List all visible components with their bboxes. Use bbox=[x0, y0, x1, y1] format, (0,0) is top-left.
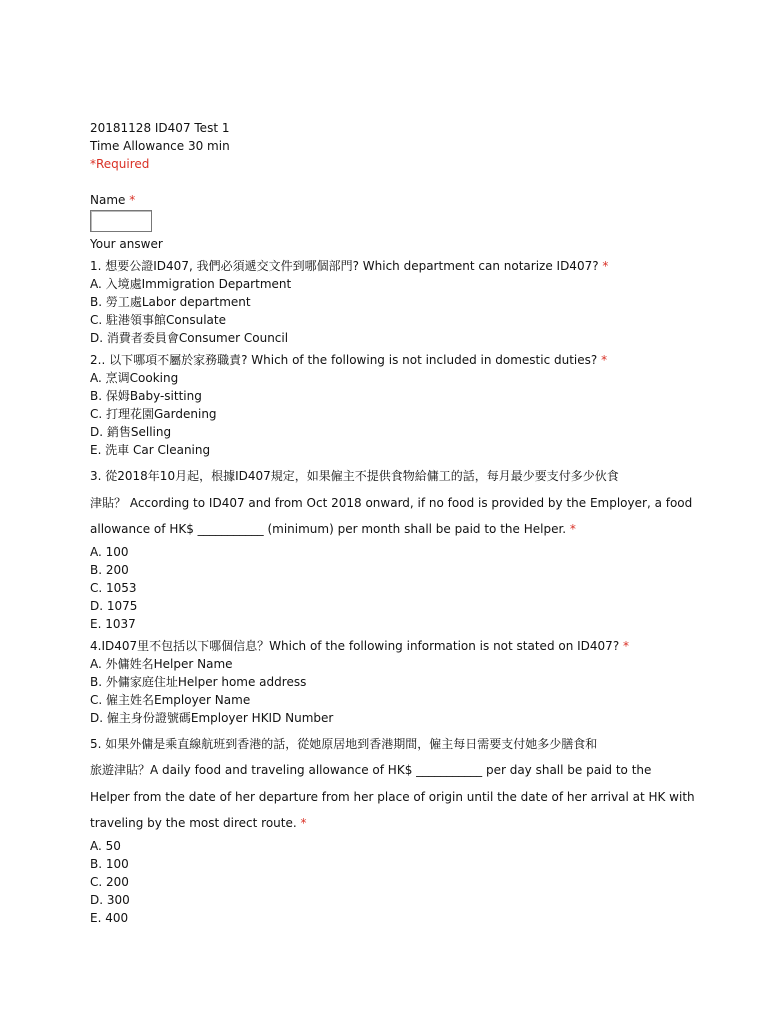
required-asterisk: * bbox=[125, 193, 136, 207]
answer-option[interactable]: B. 外傭家庭住址Helper home address bbox=[90, 674, 307, 689]
answer-option[interactable]: A. 烹调Cooking bbox=[90, 371, 179, 385]
answer-option[interactable]: C. 打理花園Gardening bbox=[90, 407, 217, 421]
answer-option[interactable]: E. 400 bbox=[90, 910, 129, 925]
question-stem: 旅遊津貼？A daily food and traveling allowance of HK$ ___________ per day shall be paid to the bbox=[90, 763, 652, 777]
required-asterisk: * bbox=[597, 353, 608, 367]
question-stem: 1. 想要公證ID407, 我們必須遞交文件到哪個部門? Which department can notarize ID407? bbox=[90, 259, 599, 273]
answer-option[interactable]: A. 入境處Immigration Department bbox=[90, 277, 292, 291]
name-input[interactable] bbox=[90, 210, 152, 232]
answer-option[interactable]: B. 200 bbox=[90, 562, 129, 577]
time-allowance: Time Allowance 30 min bbox=[90, 139, 230, 153]
answer-option[interactable]: B. 勞工處Labor department bbox=[90, 295, 251, 309]
form-header bbox=[90, 119, 730, 173]
answer-option[interactable]: B. 100 bbox=[90, 856, 129, 871]
question-stem: 2.. 以下哪項不屬於家務職責? Which of the following is not included in domestic duties? bbox=[90, 353, 598, 367]
required-asterisk: * bbox=[619, 638, 630, 653]
answer-option[interactable]: D. 僱主身份證號碼Employer HKID Number bbox=[90, 710, 334, 725]
answer-option[interactable]: A. 外傭姓名Helper Name bbox=[90, 656, 233, 671]
question-stem: 5. 如果外傭是乘直線航班到香港的話，從她原居地到香港期間，僱主每日需要支付她多少膳食和 bbox=[90, 736, 598, 751]
name-question bbox=[90, 191, 730, 253]
required-asterisk: * bbox=[296, 816, 307, 830]
answer-option[interactable]: D. 1075 bbox=[90, 598, 138, 613]
name-label-row bbox=[90, 191, 730, 209]
answer-option[interactable]: D. 銷售Selling bbox=[90, 425, 172, 439]
answer-option[interactable]: C. 僱主姓名Employer Name bbox=[90, 692, 251, 707]
form-page bbox=[90, 119, 730, 931]
question-stem: allowance of HK$ ___________ (minimum) per month shall be paid to the Helper. bbox=[90, 522, 567, 536]
answer-option[interactable]: C. 駐港領事館Consulate bbox=[90, 313, 226, 327]
question-5 bbox=[90, 731, 730, 927]
answer-option[interactable]: E. 1037 bbox=[90, 616, 136, 631]
question-text bbox=[90, 257, 730, 275]
question-text bbox=[90, 351, 730, 369]
question-1 bbox=[90, 257, 730, 347]
question-stem: 津貼？ According to ID407 and from Oct 2018 onward, if no food is provided by the Employer, a food bbox=[90, 495, 693, 510]
question-text bbox=[90, 810, 730, 837]
answer-option[interactable]: D. 消費者委員會Consumer Council bbox=[90, 331, 289, 345]
answer-option[interactable]: C. 200 bbox=[90, 874, 129, 889]
form-title: 20181128 ID407 Test 1 bbox=[90, 121, 230, 135]
answer-option[interactable]: B. 保姆Baby-sitting bbox=[90, 389, 202, 403]
question-2 bbox=[90, 351, 730, 459]
answer-option[interactable]: D. 300 bbox=[90, 892, 130, 907]
answer-option[interactable]: A. 50 bbox=[90, 838, 121, 853]
answer-option[interactable]: A. 100 bbox=[90, 544, 129, 559]
question-text bbox=[90, 516, 730, 543]
name-hint: Your answer bbox=[90, 237, 163, 251]
required-asterisk: * bbox=[566, 522, 576, 536]
question-3 bbox=[90, 463, 730, 633]
answer-option[interactable]: E. 洗車 Car Cleaning bbox=[90, 443, 211, 457]
required-note: *Required bbox=[90, 157, 150, 171]
question-stem: 4.ID407里不包括以下哪個信息？Which of the following information is not stated on ID407? bbox=[90, 638, 620, 653]
question-stem: 3. 從2018年10月起，根據ID407規定，如果僱主不提供食物給傭工的話，每月最少要支付多少伙食 bbox=[90, 469, 619, 483]
name-label: Name bbox=[90, 193, 126, 207]
required-asterisk: * bbox=[598, 259, 609, 273]
question-stem: Helper from the date of her departure from her place of origin until the date of her arrival at HK with bbox=[90, 789, 695, 804]
question-stem: traveling by the most direct route. bbox=[90, 816, 297, 830]
question-4 bbox=[90, 637, 730, 727]
answer-option[interactable]: C. 1053 bbox=[90, 580, 137, 595]
question-text bbox=[90, 637, 730, 655]
